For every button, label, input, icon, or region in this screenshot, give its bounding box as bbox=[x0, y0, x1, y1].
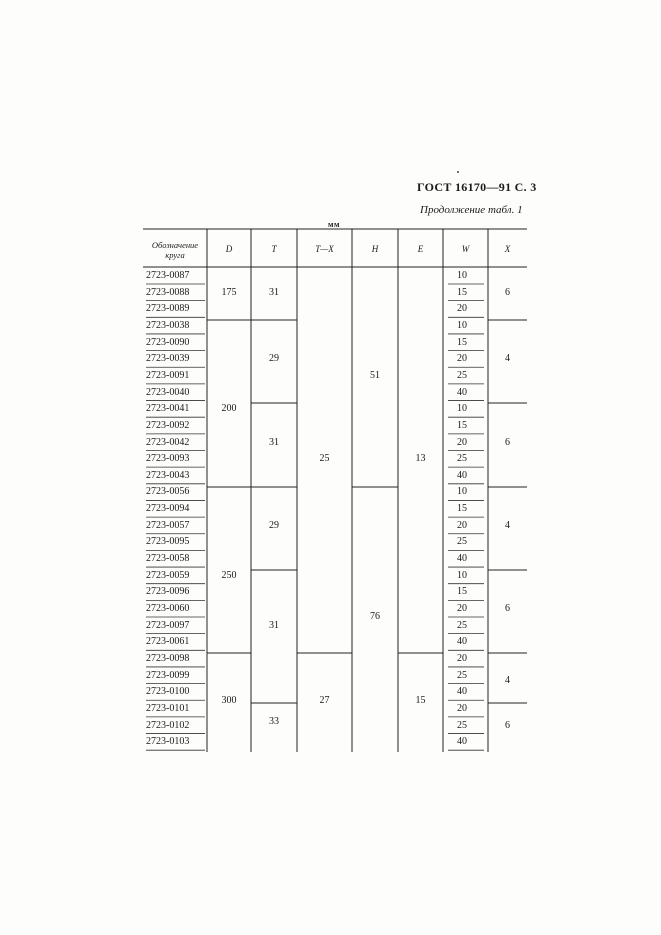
row-designation: 2723-0058 bbox=[146, 553, 190, 565]
w-value: 25 bbox=[457, 619, 467, 631]
t-value: 31 bbox=[269, 286, 279, 298]
t-value: 33 bbox=[269, 716, 279, 728]
row-designation: 2723-0057 bbox=[146, 519, 190, 531]
row-designation: 2723-0042 bbox=[146, 436, 190, 448]
tx-value: 25 bbox=[319, 453, 330, 465]
w-value: 40 bbox=[457, 386, 467, 398]
row-designation: 2723-0061 bbox=[146, 636, 190, 648]
row-designation: 2723-0102 bbox=[146, 719, 190, 731]
w-value: 40 bbox=[457, 736, 467, 748]
x-value: 6 bbox=[505, 719, 510, 731]
w-value: 10 bbox=[457, 486, 467, 498]
t-value: 29 bbox=[269, 353, 279, 365]
d-value: 250 bbox=[221, 569, 237, 581]
row-designation: 2723-0103 bbox=[146, 736, 190, 748]
w-value: 20 bbox=[457, 603, 467, 614]
w-value: 10 bbox=[457, 403, 467, 415]
w-value: 20 bbox=[457, 519, 467, 531]
d-value: 175 bbox=[221, 286, 237, 298]
row-designation: 2723-0088 bbox=[146, 286, 190, 298]
h-value: 51 bbox=[370, 369, 380, 381]
x-value: 6 bbox=[505, 436, 510, 448]
row-designation: 2723-0056 bbox=[146, 486, 190, 498]
column-header-e: E bbox=[417, 244, 424, 254]
row-designation: 2723-0038 bbox=[146, 319, 190, 331]
column-header-w: W bbox=[461, 244, 470, 254]
t-value: 31 bbox=[269, 436, 279, 448]
x-value: 4 bbox=[505, 353, 510, 365]
w-value: 40 bbox=[457, 469, 467, 481]
w-value: 40 bbox=[457, 636, 467, 648]
w-value: 20 bbox=[457, 702, 467, 714]
column-header-designation: Обозначение круга bbox=[151, 240, 199, 260]
w-value: 25 bbox=[457, 453, 467, 465]
row-designation: 2723-0097 bbox=[146, 619, 190, 631]
page-header: ГОСТ 16170—91 С. 3 bbox=[417, 180, 537, 194]
column-header-x: X bbox=[504, 244, 511, 254]
w-value: 15 bbox=[457, 336, 467, 348]
unit-label: мм bbox=[328, 220, 340, 229]
x-value: 4 bbox=[505, 519, 510, 531]
row-designation: 2723-0087 bbox=[146, 270, 190, 281]
row-designation: 2723-0092 bbox=[146, 419, 190, 431]
w-value: 25 bbox=[457, 536, 467, 548]
column-header-tx: T—X bbox=[315, 244, 334, 254]
d-value: 300 bbox=[221, 694, 237, 706]
row-designation: 2723-0100 bbox=[146, 686, 190, 698]
row-designation: 2723-0060 bbox=[146, 603, 190, 614]
row-designation: 2723-0040 bbox=[146, 386, 190, 398]
w-value: 20 bbox=[457, 303, 467, 315]
t-value: 31 bbox=[269, 619, 279, 631]
e-value: 13 bbox=[415, 453, 426, 465]
x-value: 6 bbox=[505, 286, 510, 298]
row-designation: 2723-0096 bbox=[146, 586, 190, 598]
row-designation: 2723-0094 bbox=[146, 503, 190, 515]
d-value: 200 bbox=[221, 403, 237, 415]
row-designation: 2723-0039 bbox=[146, 353, 190, 365]
w-value: 15 bbox=[457, 503, 467, 515]
w-value: 25 bbox=[457, 669, 467, 681]
w-value: 25 bbox=[457, 719, 467, 731]
column-header-t: T bbox=[271, 244, 277, 254]
t-value: 29 bbox=[269, 519, 279, 531]
w-value: 15 bbox=[457, 286, 467, 298]
row-designation: 2723-0091 bbox=[146, 369, 190, 381]
x-value: 6 bbox=[505, 603, 510, 614]
tx-value: 27 bbox=[319, 694, 330, 706]
w-value: 20 bbox=[457, 436, 467, 448]
row-designation: 2723-0098 bbox=[146, 652, 190, 664]
w-value: 10 bbox=[457, 319, 467, 331]
w-value: 20 bbox=[457, 353, 467, 365]
w-value: 10 bbox=[457, 569, 467, 581]
row-designation: 2723-0041 bbox=[146, 403, 190, 415]
w-value: 20 bbox=[457, 652, 467, 664]
w-value: 40 bbox=[457, 686, 467, 698]
x-value: 4 bbox=[505, 674, 510, 686]
column-header-h: H bbox=[371, 244, 379, 254]
e-value: 15 bbox=[415, 694, 426, 706]
w-value: 40 bbox=[457, 553, 467, 565]
row-designation: 2723-0101 bbox=[146, 702, 190, 714]
row-designation: 2723-0099 bbox=[146, 669, 190, 681]
row-designation: 2723-0089 bbox=[146, 303, 190, 315]
row-designation: 2723-0059 bbox=[146, 569, 190, 581]
row-designation: 2723-0095 bbox=[146, 536, 190, 548]
w-value: 15 bbox=[457, 419, 467, 431]
h-value: 76 bbox=[370, 611, 380, 623]
column-header-d: D bbox=[225, 244, 233, 254]
w-value: 15 bbox=[457, 586, 467, 598]
row-designation: 2723-0043 bbox=[146, 469, 190, 481]
row-designation: 2723-0093 bbox=[146, 453, 190, 465]
row-designation: 2723-0090 bbox=[146, 336, 190, 348]
w-value: 25 bbox=[457, 369, 467, 381]
table-continuation-label: Продолжение табл. 1 bbox=[420, 204, 523, 216]
w-value: 10 bbox=[457, 270, 467, 281]
